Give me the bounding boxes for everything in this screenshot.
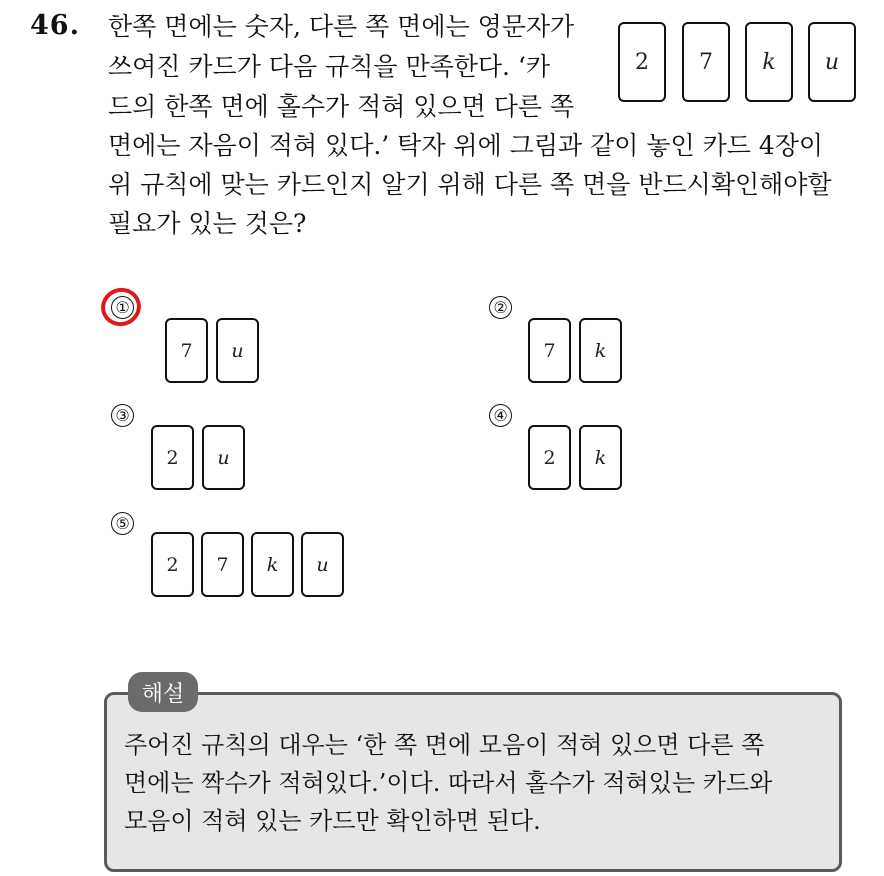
card-value: 7 <box>216 553 229 576</box>
question-number: 46. <box>30 10 80 41</box>
explanation-line: 주어진 규칙의 대우는 ‘한 쪽 면에 모음이 적혀 있으면 다른 쪽 <box>124 731 765 759</box>
question-line: 면에는 자음이 적혀 있다.’ 탁자 위에 그림과 같이 놓인 카드 4장이 <box>108 131 824 160</box>
card <box>745 22 793 102</box>
card-value: k <box>594 446 607 469</box>
option-number[interactable]: ④ <box>489 404 512 427</box>
card <box>682 22 730 102</box>
card-value: k <box>594 339 607 362</box>
explanation-line: 모음이 적혀 있는 카드만 확인하면 된다. <box>124 807 541 835</box>
card-value: u <box>316 553 329 576</box>
answer-circle-mark <box>96 283 146 332</box>
option-number[interactable]: ① <box>111 296 134 319</box>
card <box>618 22 666 102</box>
card-value: u <box>217 446 230 469</box>
card-value: 2 <box>166 446 179 469</box>
card-value: k <box>266 553 279 576</box>
option-number[interactable]: ② <box>489 296 512 319</box>
card <box>165 318 208 383</box>
card-value: 7 <box>543 339 556 362</box>
card <box>808 22 856 102</box>
card-value: 2 <box>166 553 179 576</box>
card <box>202 425 245 490</box>
card <box>579 425 622 490</box>
card-value: u <box>824 49 840 75</box>
option-number[interactable]: ③ <box>111 404 134 427</box>
card-value: k <box>762 49 776 75</box>
explanation-tag: 해설 <box>128 672 198 712</box>
question-line: 필요가 있는 것은? <box>108 209 307 238</box>
question-line: 한쪽 면에는 숫자, 다른 쪽 면에는 영문자가 <box>108 12 575 41</box>
explanation-line: 면에는 짝수가 적혀있다.’이다. 따라서 홀수가 적혀있는 카드와 <box>124 769 773 797</box>
card-value: u <box>231 339 244 362</box>
card <box>216 318 259 383</box>
card <box>579 318 622 383</box>
card <box>301 532 344 597</box>
card-value: 2 <box>635 49 649 75</box>
option-number[interactable]: ⑤ <box>111 512 134 535</box>
card <box>151 425 194 490</box>
card <box>528 318 571 383</box>
card <box>151 532 194 597</box>
card-value: 7 <box>180 339 193 362</box>
question-line: 쓰여진 카드가 다음 규칙을 만족한다. ‘카 <box>108 52 551 81</box>
card <box>528 425 571 490</box>
card <box>251 532 294 597</box>
question-line: 위 규칙에 맞는 카드인지 알기 위해 다른 쪽 면을 반드시확인해야할 <box>108 170 832 199</box>
card-value: 2 <box>543 446 556 469</box>
card-value: 7 <box>699 49 713 75</box>
card <box>201 532 244 597</box>
question-line: 드의 한쪽 면에 홀수가 적혀 있으면 다른 쪽 <box>108 92 575 121</box>
